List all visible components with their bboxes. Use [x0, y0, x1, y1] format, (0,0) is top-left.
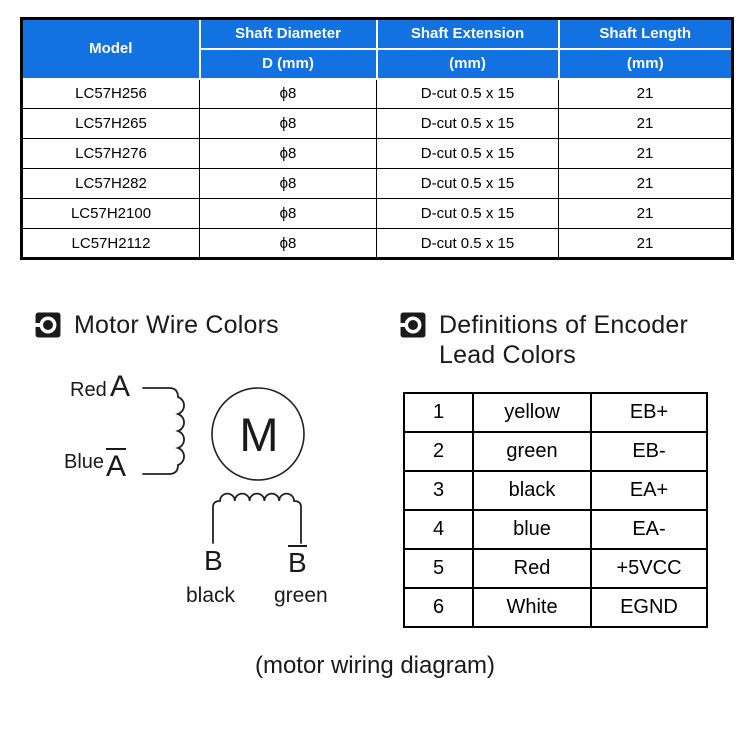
pin-cell: 2 [404, 432, 473, 471]
table-row [404, 549, 707, 588]
diameter-cell: ϕ8 [200, 229, 377, 259]
terminal-label-a-bar [106, 448, 126, 484]
col-header-shaft-length: Shaft Length [559, 19, 733, 49]
model-cell: LC57H265 [22, 109, 200, 139]
table-row [404, 588, 707, 627]
signal-cell: EB+ [591, 393, 707, 432]
color-cell: blue [473, 510, 591, 549]
extension-cell: D-cut 0.5 x 15 [377, 229, 559, 259]
pin-cell: 4 [404, 510, 473, 549]
col-header-shaft-diameter: Shaft Diameter [200, 19, 377, 49]
table-row [404, 393, 707, 432]
motor-wire-colors-title: Motor Wire Colors [74, 311, 279, 339]
table-row [22, 199, 733, 229]
color-cell: black [473, 471, 591, 510]
table-row [22, 139, 733, 169]
length-cell: 21 [559, 139, 733, 169]
extension-cell: D-cut 0.5 x 15 [377, 79, 559, 109]
diameter-cell: ϕ8 [200, 169, 377, 199]
table-row [22, 169, 733, 199]
shaft-spec-table [20, 17, 734, 260]
motor-icon [35, 312, 61, 338]
color-cell: yellow [473, 393, 591, 432]
model-cell: LC57H276 [22, 139, 200, 169]
extension-cell: D-cut 0.5 x 15 [377, 199, 559, 229]
wire-label-red: Red [70, 379, 107, 401]
col-header-shaft-extension: Shaft Extension [377, 19, 559, 49]
terminal-label-b-bar [288, 545, 307, 579]
terminal-label-b: B [204, 545, 223, 576]
encoder-title-line1: Definitions of Encoder [439, 311, 688, 339]
wire-label-black: black [186, 584, 236, 607]
pin-cell: 3 [404, 471, 473, 510]
length-cell: 21 [559, 169, 733, 199]
pin-cell: 1 [404, 393, 473, 432]
encoder-icon [400, 312, 426, 338]
col-subheader-shaft-length-unit: (mm) [559, 49, 733, 79]
length-cell: 21 [559, 199, 733, 229]
encoder-title-line2: Lead Colors [439, 341, 577, 369]
col-subheader-shaft-diameter-unit: D (mm) [200, 49, 377, 79]
extension-cell: D-cut 0.5 x 15 [377, 109, 559, 139]
encoder-definitions-heading [400, 310, 688, 370]
table-row [22, 79, 733, 109]
model-cell: LC57H2112 [22, 229, 200, 259]
phase-a-coil [143, 388, 184, 474]
signal-cell: EA- [591, 510, 707, 549]
pin-cell: 5 [404, 549, 473, 588]
signal-cell: EB- [591, 432, 707, 471]
col-header-model: Model [22, 19, 200, 79]
length-cell: 21 [559, 79, 733, 109]
table-row [404, 471, 707, 510]
extension-cell: D-cut 0.5 x 15 [377, 169, 559, 199]
color-cell: Red [473, 549, 591, 588]
extension-cell: D-cut 0.5 x 15 [377, 139, 559, 169]
pin-cell: 6 [404, 588, 473, 627]
model-cell: LC57H256 [22, 79, 200, 109]
signal-cell: EGND [591, 588, 707, 627]
table-row [22, 109, 733, 139]
table-row [404, 432, 707, 471]
terminal-label-a: A [110, 370, 131, 403]
model-cell: LC57H282 [22, 169, 200, 199]
length-cell: 21 [559, 229, 733, 259]
col-subheader-shaft-extension-unit: (mm) [377, 49, 559, 79]
length-cell: 21 [559, 109, 733, 139]
phase-b-coil [213, 494, 301, 543]
diameter-cell: ϕ8 [200, 79, 377, 109]
table-row [22, 229, 733, 259]
wire-label-green: green [274, 584, 328, 607]
model-cell: LC57H2100 [22, 199, 200, 229]
color-cell: green [473, 432, 591, 471]
color-cell: White [473, 588, 591, 627]
diameter-cell: ϕ8 [200, 109, 377, 139]
diameter-cell: ϕ8 [200, 139, 377, 169]
signal-cell: +5VCC [591, 549, 707, 588]
a-bar-letter: A [106, 450, 127, 483]
encoder-lead-table [403, 392, 708, 628]
signal-cell: EA+ [591, 471, 707, 510]
diagram-caption: (motor wiring diagram) [254, 652, 496, 679]
b-bar-letter: B [288, 547, 307, 578]
motor-m-label: M [239, 408, 279, 461]
diameter-cell: ϕ8 [200, 199, 377, 229]
table-row [404, 510, 707, 549]
motor-wire-colors-heading [35, 310, 279, 340]
wire-label-blue: Blue [64, 451, 105, 473]
encoder-definitions-title [439, 310, 688, 370]
